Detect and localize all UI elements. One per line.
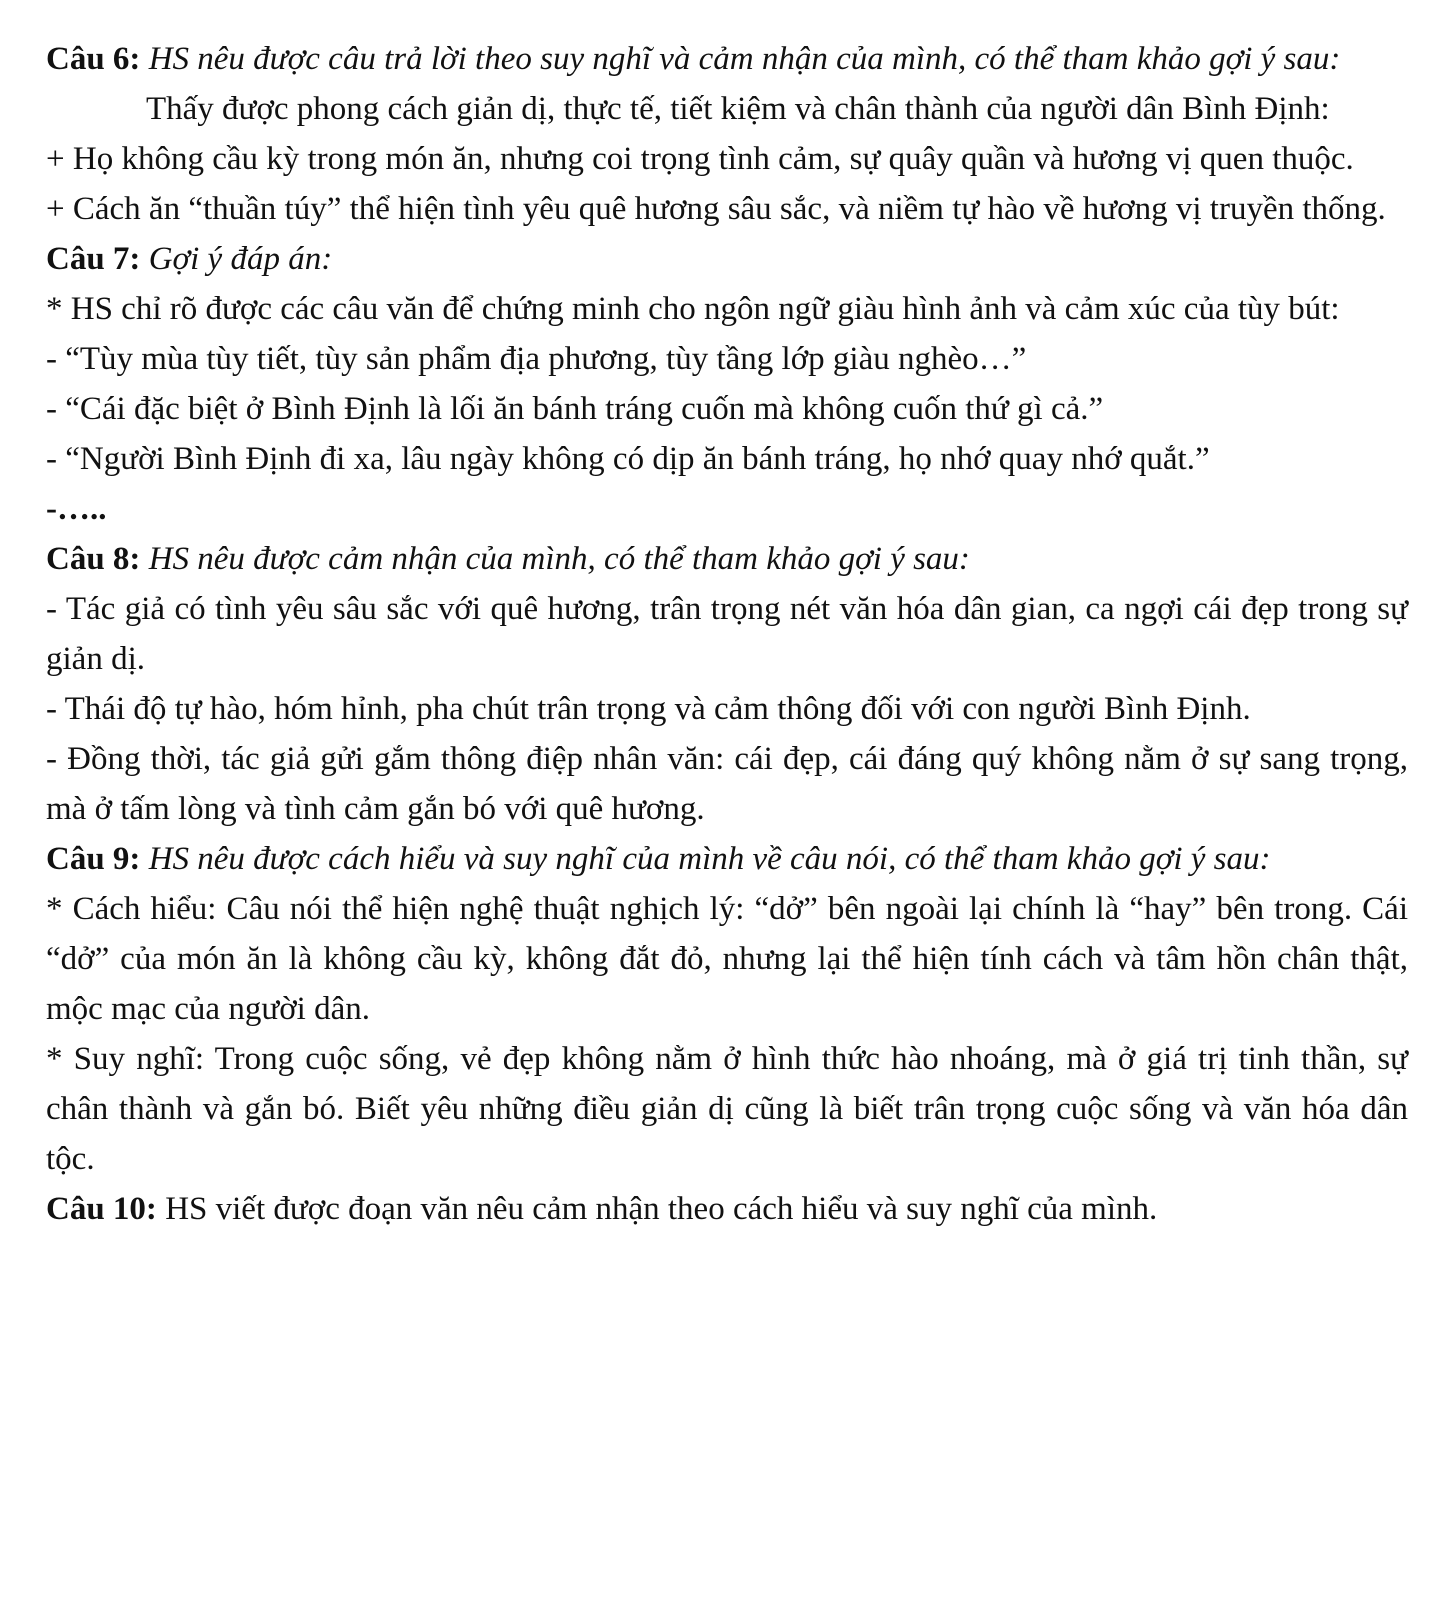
q8-paragraph-1: - Tác giả có tình yêu sâu sắc với quê hương, trân trọng nét văn hóa dân gian, ca ngợi cái đẹp trong sự giản dị. [46,591,1408,677]
q7-paragraph-1: * HS chỉ rõ được các câu văn để chứng minh cho ngôn ngữ giàu hình ảnh và cảm xúc của tùy bút: [46,291,1340,327]
q10-label: Câu 10: [46,1191,157,1227]
q8-intro: HS nêu được cảm nhận của mình, có thể tham khảo gợi ý sau: [140,541,970,577]
q7-ellipsis: -….. [46,491,107,527]
q6-intro: HS nêu được câu trả lời theo suy nghĩ và cảm nhận của mình, có thể tham khảo gợi ý sau: [140,41,1341,77]
q6-paragraph-2: + Họ không cầu kỳ trong món ăn, nhưng coi trọng tình cảm, sự quây quần và hương vị quen thuộc. [46,141,1354,177]
q8-paragraph-3: - Đồng thời, tác giả gửi gắm thông điệp nhân văn: cái đẹp, cái đáng quý không nằm ở sự sang trọng, mà ở tấm lòng và tình cảm gắn bó với quê hương. [46,741,1408,827]
q9-heading [46,834,1408,884]
q10-heading [46,1184,1408,1234]
q9-paragraph-2: * Suy nghĩ: Trong cuộc sống, vẻ đẹp không nằm ở hình thức hào nhoáng, mà ở giá trị tinh thần, sự chân thành và gắn bó. Biết yêu những điều giản dị cũng là biết trân trọng cuộc sống và văn hóa dân tộc. [46,1041,1408,1177]
q8-heading [46,534,1408,584]
q9-paragraph-1: * Cách hiểu: Câu nói thể hiện nghệ thuật nghịch lý: “dở” bên ngoài lại chính là “hay” bên trong. Cái “dở” của món ăn là không cầu kỳ, không đắt đỏ, nhưng lại thể hiện tính cách và tâm hồn chân thật, mộc mạc của người dân. [46,891,1408,1027]
q7-heading [46,234,1408,284]
q8-paragraph-2: - Thái độ tự hào, hóm hỉnh, pha chút trân trọng và cảm thông đối với con người Bình Định. [46,691,1251,727]
q8-label: Câu 8: [46,541,141,577]
q7-quote-1: - “Tùy mùa tùy tiết, tùy sản phẩm địa phương, tùy tầng lớp giàu nghèo…” [46,341,1027,377]
q6-heading [46,34,1408,84]
q10-text: HS viết được đoạn văn nêu cảm nhận theo cách hiểu và suy nghĩ của mình. [156,1191,1158,1227]
q6-paragraph-1: Thấy được phong cách giản dị, thực tế, tiết kiệm và chân thành của người dân Bình Định: [146,91,1330,127]
q7-intro: Gợi ý đáp án: [140,241,333,277]
q9-intro: HS nêu được cách hiểu và suy nghĩ của mình về câu nói, có thể tham khảo gợi ý sau: [140,841,1271,877]
q6-label: Câu 6: [46,41,141,77]
q7-label: Câu 7: [46,241,141,277]
q9-label: Câu 9: [46,841,141,877]
q7-quote-3: - “Người Bình Định đi xa, lâu ngày không có dịp ăn bánh tráng, họ nhớ quay nhớ quắt.” [46,441,1210,477]
q7-quote-2: - “Cái đặc biệt ở Bình Định là lối ăn bánh tráng cuốn mà không cuốn thứ gì cả.” [46,391,1104,427]
q6-paragraph-3: + Cách ăn “thuần túy” thể hiện tình yêu quê hương sâu sắc, và niềm tự hào về hương vị truyền thống. [46,191,1386,227]
